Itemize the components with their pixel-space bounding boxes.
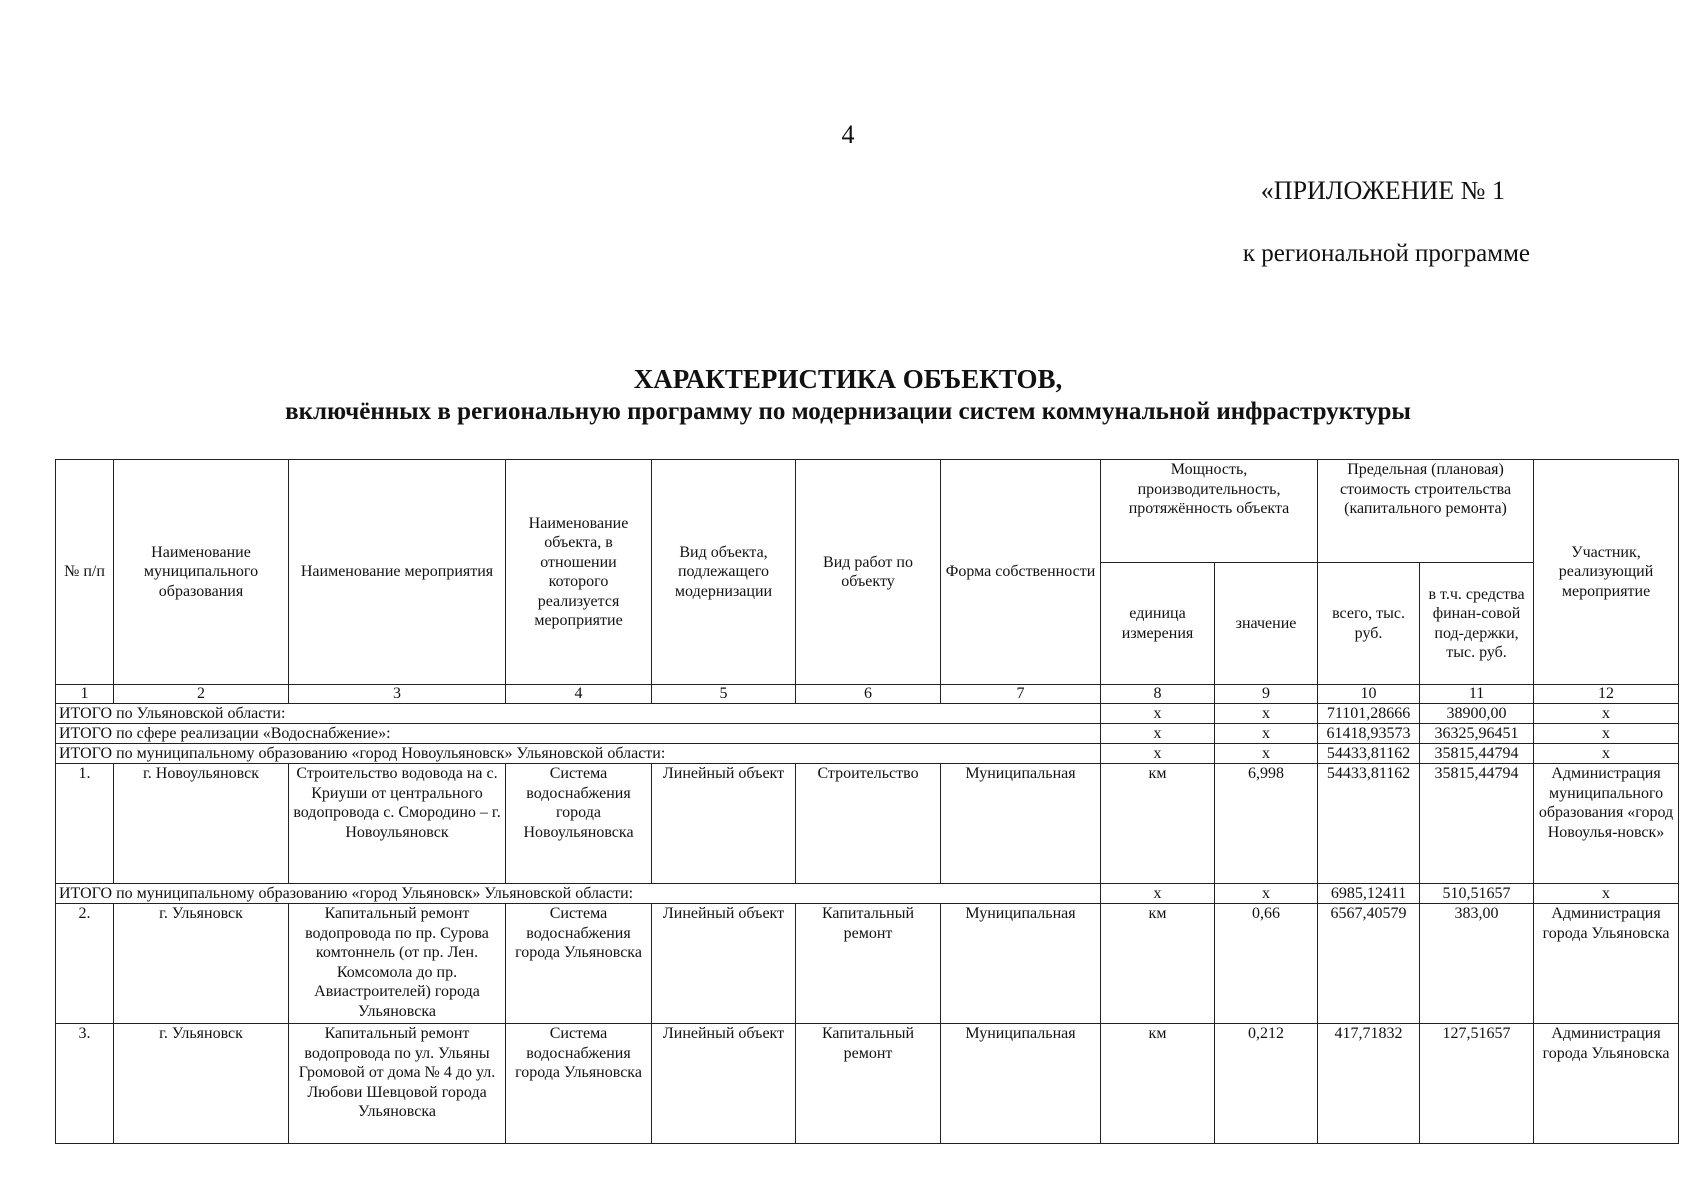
- col-number: 7: [941, 685, 1101, 704]
- row-participant: Администрация муниципального образования «город Новоулья-новск»: [1534, 764, 1679, 884]
- row-ownership: Муниципальная: [941, 764, 1101, 884]
- row-measure: Капитальный ремонт водопровода по пр. Сурова комтоннель (от пр. Лен. Комсомола до пр. Авиастроителей) города Ульяновска: [289, 904, 506, 1024]
- col-number: 12: [1534, 685, 1679, 704]
- col-number: 2: [114, 685, 289, 704]
- header-measure: Наименование мероприятия: [289, 460, 506, 685]
- total-label: ИТОГО по сфере реализации «Водоснабжение»:: [56, 724, 1101, 744]
- total-label: ИТОГО по муниципальному образованию «город Новоульяновск» Ульяновской области:: [56, 744, 1101, 764]
- row-unit: км: [1101, 1024, 1215, 1144]
- row-object-type: Линейный объект: [652, 904, 796, 1024]
- column-numbers-row: [56, 685, 1679, 704]
- total-value: х: [1215, 744, 1318, 764]
- total-unit: х: [1101, 704, 1215, 724]
- row-measure: Капитальный ремонт водопровода по ул. Ульяны Громовой от дома № 4 до ул. Любови Шевцовой города Ульяновска: [289, 1024, 506, 1144]
- row-ownership: Муниципальная: [941, 904, 1101, 1024]
- total-label: ИТОГО по Ульяновской области:: [56, 704, 1101, 724]
- row-number: 2.: [56, 904, 114, 1024]
- header-total-cost: всего, тыс. руб.: [1318, 563, 1420, 685]
- document-subtitle: включённых в региональную программу по модернизации систем коммунальной инфраструктуры: [285, 398, 1411, 425]
- row-total-cost: 54433,81162: [1318, 764, 1420, 884]
- total-row-water-supply: [56, 724, 1679, 744]
- row-number: 3.: [56, 1024, 114, 1144]
- row-support-cost: 35815,44794: [1420, 764, 1534, 884]
- total-support: 36325,96451: [1420, 724, 1534, 744]
- total-participant: х: [1534, 884, 1679, 904]
- row-ownership: Муниципальная: [941, 1024, 1101, 1144]
- row-municipality: г. Ульяновск: [114, 904, 289, 1024]
- total-support: 38900,00: [1420, 704, 1534, 724]
- row-support-cost: 383,00: [1420, 904, 1534, 1024]
- col-number: 6: [796, 685, 941, 704]
- total-participant: х: [1534, 704, 1679, 724]
- col-number: 5: [652, 685, 796, 704]
- row-work-type: Капитальный ремонт: [796, 1024, 941, 1144]
- row-object: Система водоснабжения города Новоульяновска: [506, 764, 652, 884]
- appendix-subtitle: к региональной программе: [1242, 240, 1530, 267]
- row-unit: км: [1101, 904, 1215, 1024]
- row-participant: Администрация города Ульяновска: [1534, 1024, 1679, 1144]
- col-number: 10: [1318, 685, 1420, 704]
- table-row: [56, 904, 1679, 1024]
- total-cost: 71101,28666: [1318, 704, 1420, 724]
- total-support: 35815,44794: [1420, 744, 1534, 764]
- row-object-type: Линейный объект: [652, 764, 796, 884]
- row-value: 6,998: [1215, 764, 1318, 884]
- header-object: Наименование объекта, в отношении которого реализуется мероприятие: [506, 460, 652, 685]
- col-number: 4: [506, 685, 652, 704]
- col-number: 3: [289, 685, 506, 704]
- row-total-cost: 6567,40579: [1318, 904, 1420, 1024]
- total-unit: х: [1101, 724, 1215, 744]
- header-value: значение: [1215, 563, 1318, 685]
- col-number: 8: [1101, 685, 1215, 704]
- header-municipality: Наименование муниципального образования: [114, 460, 289, 685]
- appendix-label: «ПРИЛОЖЕНИЕ № 1: [1260, 176, 1505, 205]
- row-number: 1.: [56, 764, 114, 884]
- total-value: х: [1215, 724, 1318, 744]
- header-cost-group: Предельная (плановая) стоимость строительства (капитального ремонта): [1318, 460, 1534, 563]
- row-support-cost: 127,51657: [1420, 1024, 1534, 1144]
- table-row: [56, 764, 1679, 884]
- total-unit: х: [1101, 744, 1215, 764]
- total-unit: х: [1101, 884, 1215, 904]
- row-unit: км: [1101, 764, 1215, 884]
- col-number: 9: [1215, 685, 1318, 704]
- row-object: Система водоснабжения города Ульяновска: [506, 1024, 652, 1144]
- row-work-type: Капитальный ремонт: [796, 904, 941, 1024]
- row-object-type: Линейный объект: [652, 1024, 796, 1144]
- header-capacity-group: Мощность, производительность, протяжённость объекта: [1101, 460, 1318, 563]
- row-object: Система водоснабжения города Ульяновска: [506, 904, 652, 1024]
- total-participant: х: [1534, 744, 1679, 764]
- total-participant: х: [1534, 724, 1679, 744]
- header-unit: единица измерения: [1101, 563, 1215, 685]
- total-cost: 54433,81162: [1318, 744, 1420, 764]
- total-row-region: [56, 704, 1679, 724]
- document-title: ХАРАКТЕРИСТИКА ОБЪЕКТОВ,: [633, 364, 1063, 394]
- row-total-cost: 417,71832: [1318, 1024, 1420, 1144]
- total-cost: 61418,93573: [1318, 724, 1420, 744]
- row-municipality: г. Новоульяновск: [114, 764, 289, 884]
- col-number: 11: [1420, 685, 1534, 704]
- total-value: х: [1215, 884, 1318, 904]
- row-work-type: Строительство: [796, 764, 941, 884]
- objects-table: [55, 459, 1679, 1144]
- header-participant: Участник, реализующий мероприятие: [1534, 460, 1679, 685]
- header-object-type: Вид объекта, подлежащего модернизации: [652, 460, 796, 685]
- row-municipality: г. Ульяновск: [114, 1024, 289, 1144]
- row-participant: Администрация города Ульяновска: [1534, 904, 1679, 1024]
- total-cost: 6985,12411: [1318, 884, 1420, 904]
- header-support-cost: в т.ч. средства финан-совой под-держки, тыс. руб.: [1420, 563, 1534, 685]
- header-work-type: Вид работ по объекту: [796, 460, 941, 685]
- total-row-ulyanovsk: [56, 884, 1679, 904]
- table-row: [56, 1024, 1679, 1144]
- header-ownership: Форма собственности: [941, 460, 1101, 685]
- total-label: ИТОГО по муниципальному образованию «город Ульяновск» Ульяновской области:: [56, 884, 1101, 904]
- total-row-novoulyanovsk: [56, 744, 1679, 764]
- row-value: 0,212: [1215, 1024, 1318, 1144]
- row-value: 0,66: [1215, 904, 1318, 1024]
- col-number: 1: [56, 685, 114, 704]
- page-number: 4: [841, 120, 855, 149]
- row-measure: Строительство водовода на с. Криуши от центрального водопровода с. Смородино – г. Новоульяновск: [289, 764, 506, 884]
- header-number: № п/п: [56, 460, 114, 685]
- total-value: х: [1215, 704, 1318, 724]
- total-support: 510,51657: [1420, 884, 1534, 904]
